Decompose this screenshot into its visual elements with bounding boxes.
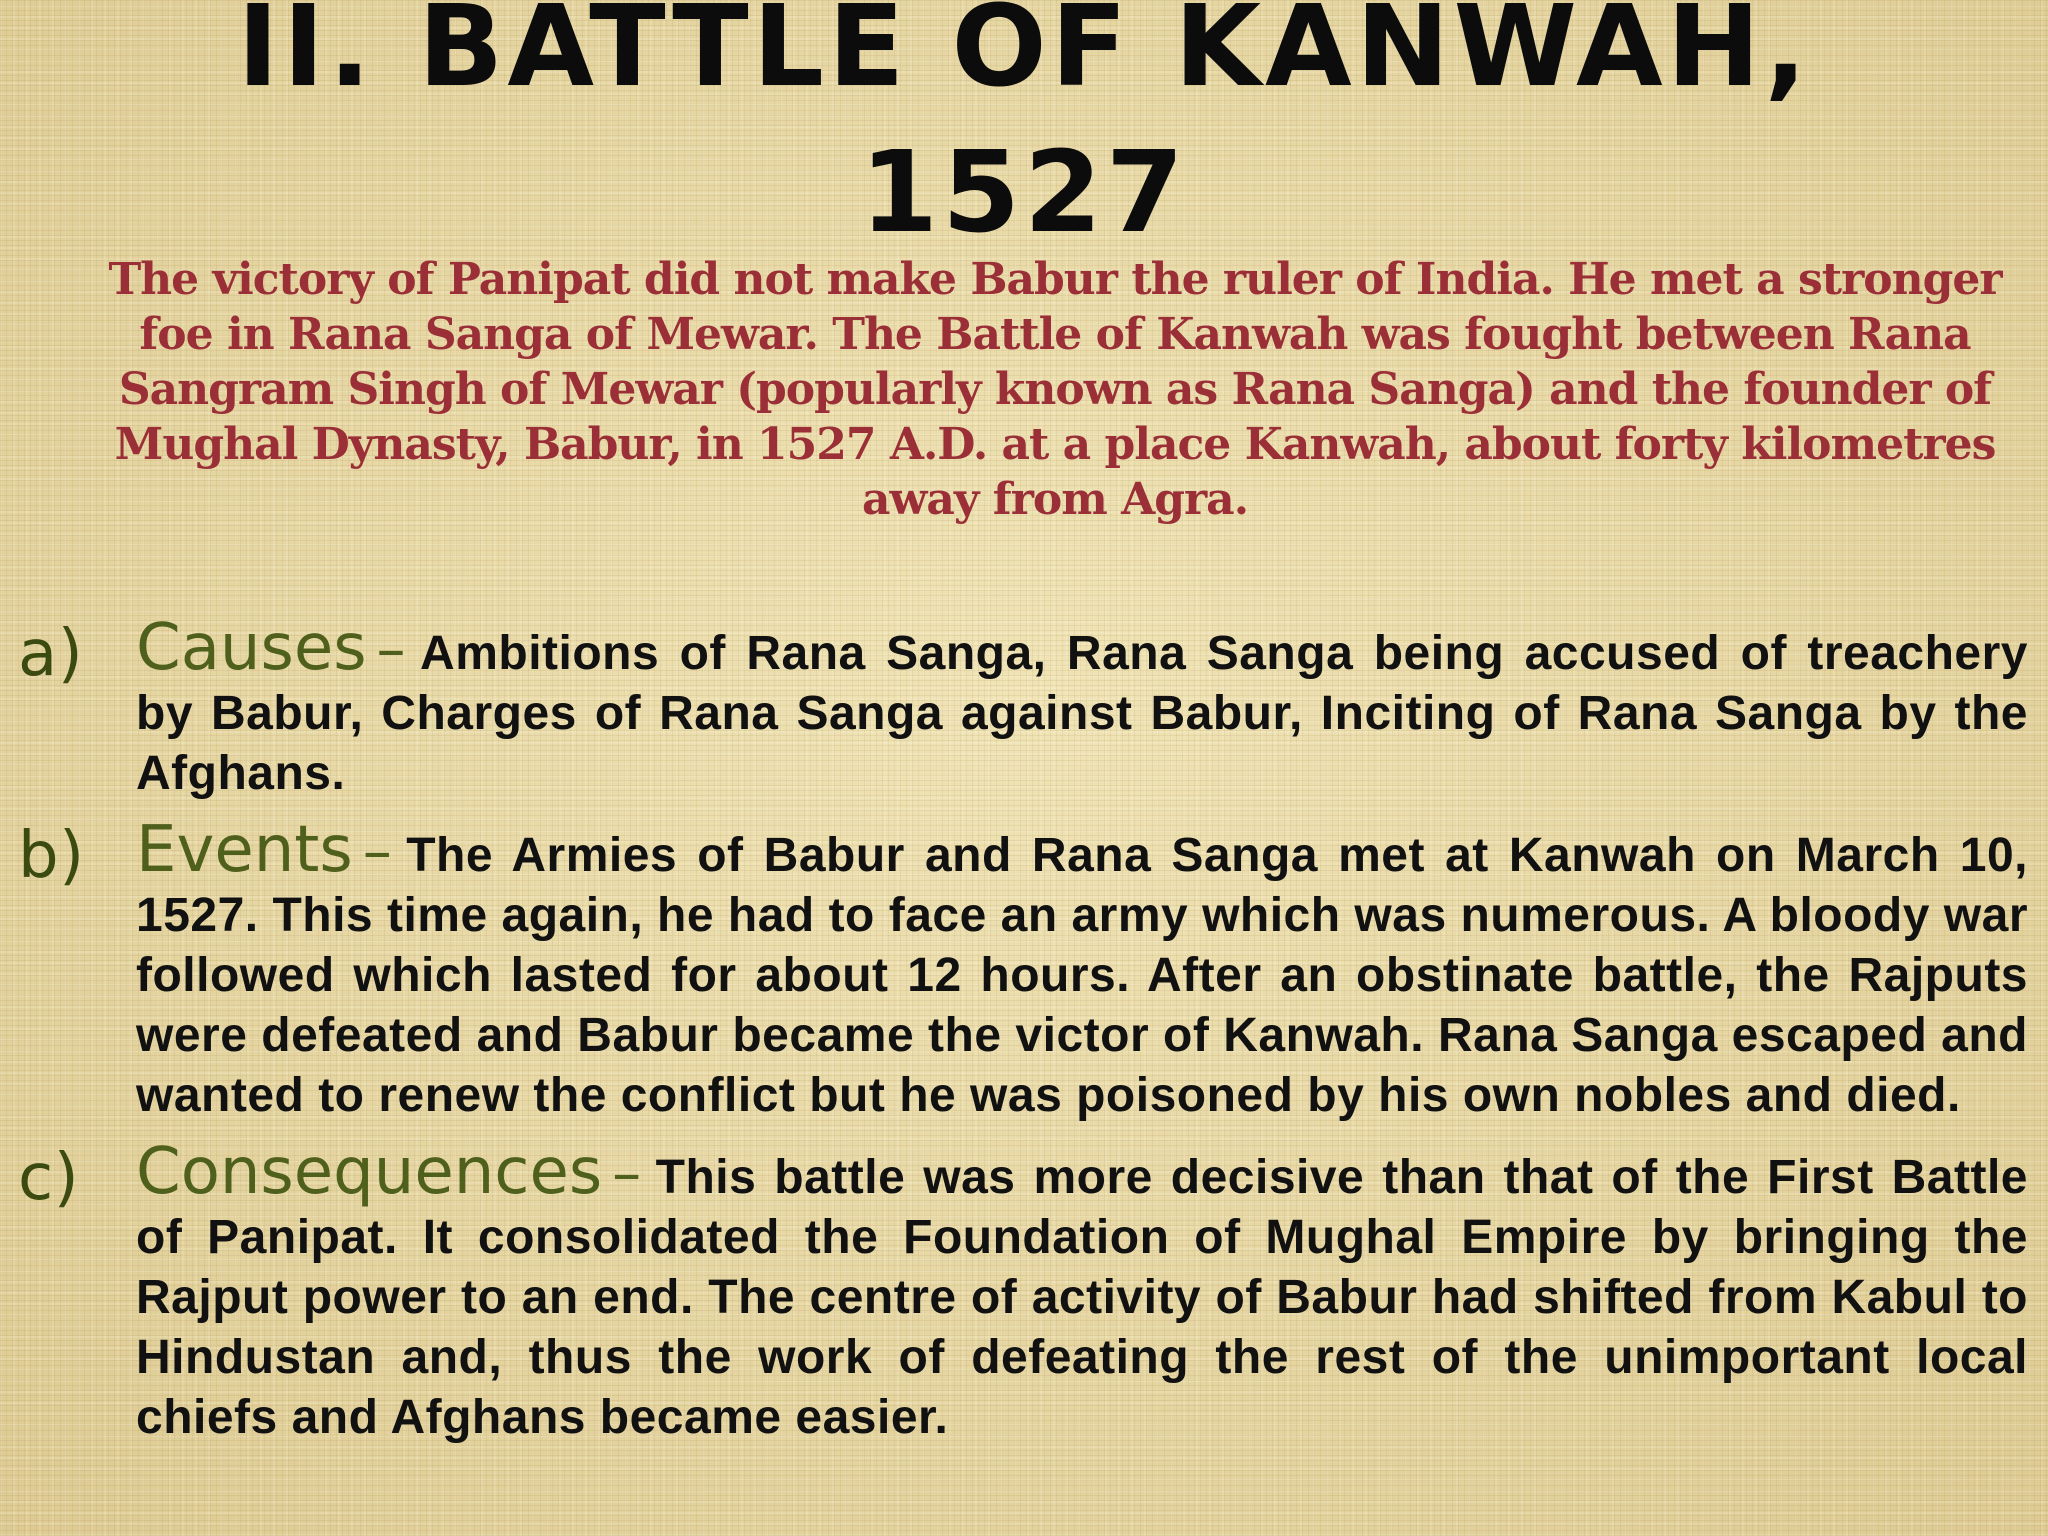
point-separator: – xyxy=(376,615,407,683)
point-separator: – xyxy=(612,1139,642,1207)
point-text: This battle was more decisive than that of the First Battle of Panipat. It consolidated the Foundation of Mughal Empire by bringing the Rajput power to an end. The centre of activity of Babur had shifted from Kabul to Hindustan and, thus the work of defeating the rest of the unimportant local chiefs and Afghans became easier. xyxy=(136,1151,2028,1444)
point-heading: Consequences xyxy=(136,1135,603,1209)
point-separator: – xyxy=(362,817,393,885)
point-marker: b) xyxy=(18,819,85,893)
intro-paragraph: The victory of Panipat did not make Babur the ruler of India. He met a stronger foe in Rana Sanga of Mewar. The Battle of Kanwah was fought between Rana Sangram Singh of Mewar (popularly known as Rana Sanga) and the founder of Mughal Dynasty, Babur, in 1527 A.D. at a place Kanwah, about forty kilometres away from Agra. xyxy=(108,254,2002,525)
slide-title-line-1: II. BATTLE OF KANWAH, xyxy=(237,0,1811,112)
point-text: Ambitions of Rana Sanga, Rana Sanga being accused of treachery by Babur, Charges of Rana Sanga against Babur, Inciting of Rana Sanga by the Afghans. xyxy=(136,627,2028,800)
point-events xyxy=(18,813,2028,1126)
point-consequences xyxy=(18,1135,2028,1448)
point-causes xyxy=(18,611,2028,804)
point-heading: Events xyxy=(136,813,353,887)
slide-title xyxy=(0,0,2048,266)
point-marker: c) xyxy=(18,1141,80,1215)
point-text: The Armies of Babur and Rana Sanga met at Kanwah on March 10, 1527. This time again, he had to face an army which was numerous. A bloody war followed which lasted for about 12 hours. After an obstinate battle, the Rajputs were defeated and Babur became the victor of Kanwah. Rana Sanga escaped and wanted to renew the conflict but he was poisoned by his own nobles and died. xyxy=(136,829,2028,1122)
points-list xyxy=(18,611,2028,1464)
point-heading: Causes xyxy=(136,611,367,685)
slide-title-line-2: 1527 xyxy=(860,128,1188,258)
point-marker: a) xyxy=(18,617,84,691)
